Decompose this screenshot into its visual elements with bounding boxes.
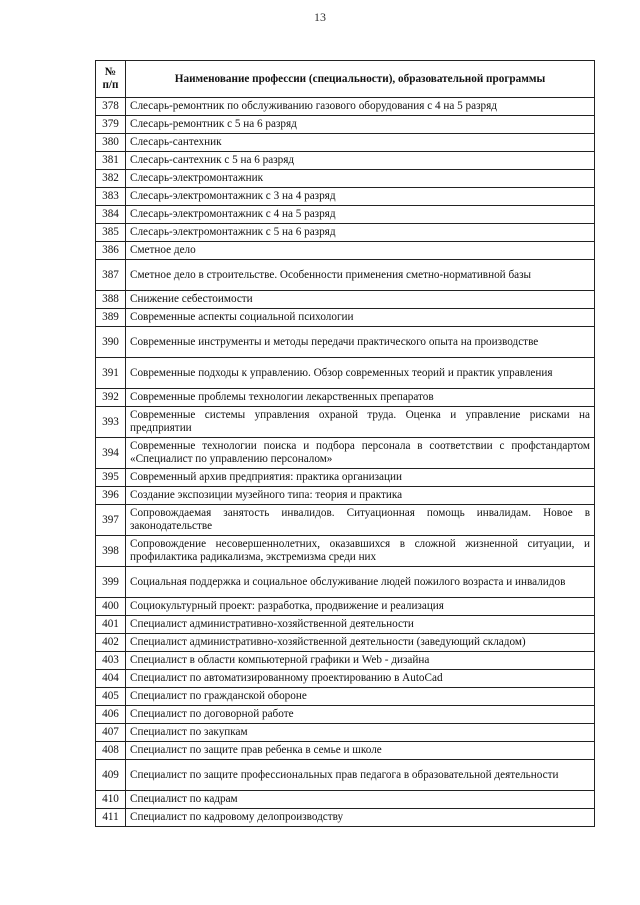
- row-name: Слесарь-электромонтажник с 4 на 5 разряд: [126, 206, 595, 224]
- row-number: 411: [96, 809, 126, 827]
- row-number: 389: [96, 309, 126, 327]
- table-row: [96, 188, 595, 206]
- table-row: [96, 327, 595, 358]
- table-row: [96, 116, 595, 134]
- row-number: 379: [96, 116, 126, 134]
- row-name: Слесарь-ремонтник с 5 на 6 разряд: [126, 116, 595, 134]
- row-number: 400: [96, 598, 126, 616]
- table-row: [96, 760, 595, 791]
- table-row: [96, 152, 595, 170]
- table-row: [96, 134, 595, 152]
- row-name: Современные системы управления охраной труда. Оценка и управление рисками на предприятии: [126, 407, 595, 438]
- row-name: Специалист по защите прав ребенка в семье и школе: [126, 742, 595, 760]
- row-name: Слесарь-сантехник с 5 на 6 разряд: [126, 152, 595, 170]
- row-number: 401: [96, 616, 126, 634]
- row-number: 380: [96, 134, 126, 152]
- header-number: № п/п: [96, 61, 126, 98]
- row-number: 399: [96, 567, 126, 598]
- row-number: 397: [96, 505, 126, 536]
- row-name: Специалист в области компьютерной графики и Web - дизайна: [126, 652, 595, 670]
- row-number: 402: [96, 634, 126, 652]
- table-row: [96, 688, 595, 706]
- row-number: 384: [96, 206, 126, 224]
- row-name: Сметное дело: [126, 242, 595, 260]
- table-row: [96, 242, 595, 260]
- table-row: [96, 170, 595, 188]
- table-row: [96, 469, 595, 487]
- row-name: Специалист по гражданской обороне: [126, 688, 595, 706]
- row-name: Слесарь-сантехник: [126, 134, 595, 152]
- row-number: 378: [96, 98, 126, 116]
- row-number: 388: [96, 291, 126, 309]
- table-header-row: [96, 61, 595, 98]
- row-number: 408: [96, 742, 126, 760]
- table-row: [96, 224, 595, 242]
- table-row: [96, 487, 595, 505]
- table-row: [96, 505, 595, 536]
- row-name: Сопровождение несовершеннолетних, оказавшихся в сложной жизненной ситуации, и профилактика радикализма, экстремизма среди них: [126, 536, 595, 567]
- table-row: [96, 616, 595, 634]
- row-number: 385: [96, 224, 126, 242]
- row-name: Современный архив предприятия: практика организации: [126, 469, 595, 487]
- table-row: [96, 206, 595, 224]
- table-row: [96, 598, 595, 616]
- row-name: Социальная поддержка и социальное обслуживание людей пожилого возраста и инвалидов: [126, 567, 595, 598]
- row-number: 404: [96, 670, 126, 688]
- table-row: [96, 358, 595, 389]
- table-row: [96, 536, 595, 567]
- table-row: [96, 260, 595, 291]
- row-number: 407: [96, 724, 126, 742]
- row-number: 395: [96, 469, 126, 487]
- row-name: Слесарь-ремонтник по обслуживанию газового оборудования с 4 на 5 разряд: [126, 98, 595, 116]
- table-row: [96, 809, 595, 827]
- row-number: 409: [96, 760, 126, 791]
- table-row: [96, 670, 595, 688]
- row-name: Специалист по кадровому делопроизводству: [126, 809, 595, 827]
- row-name: Сметное дело в строительстве. Особенности применения сметно-нормативной базы: [126, 260, 595, 291]
- row-name: Специалист по кадрам: [126, 791, 595, 809]
- table-row: [96, 438, 595, 469]
- row-name: Создание экспозиции музейного типа: теория и практика: [126, 487, 595, 505]
- row-name: Социокультурный проект: разработка, продвижение и реализация: [126, 598, 595, 616]
- program-table: [95, 60, 595, 827]
- table-row: [96, 407, 595, 438]
- row-name: Современные проблемы технологии лекарственных препаратов: [126, 389, 595, 407]
- row-number: 398: [96, 536, 126, 567]
- table-row: [96, 291, 595, 309]
- table-row: [96, 791, 595, 809]
- row-name: Сопровождаемая занятость инвалидов. Ситуационная помощь инвалидам. Новое в законодательстве: [126, 505, 595, 536]
- row-name: Современные инструменты и методы передачи практического опыта на производстве: [126, 327, 595, 358]
- row-number: 391: [96, 358, 126, 389]
- row-number: 410: [96, 791, 126, 809]
- row-number: 394: [96, 438, 126, 469]
- row-name: Современные технологии поиска и подбора персонала в соответствии с профстандартом «Специалист по управлению персоналом»: [126, 438, 595, 469]
- row-name: Слесарь-электромонтажник с 5 на 6 разряд: [126, 224, 595, 242]
- row-number: 403: [96, 652, 126, 670]
- row-name: Слесарь-электромонтажник с 3 на 4 разряд: [126, 188, 595, 206]
- table-row: [96, 389, 595, 407]
- row-number: 390: [96, 327, 126, 358]
- row-name: Специалист административно-хозяйственной деятельности: [126, 616, 595, 634]
- table-row: [96, 98, 595, 116]
- row-number: 396: [96, 487, 126, 505]
- row-number: 387: [96, 260, 126, 291]
- table-row: [96, 309, 595, 327]
- row-number: 386: [96, 242, 126, 260]
- row-name: Специалист по автоматизированному проектированию в AutoCad: [126, 670, 595, 688]
- row-name: Слесарь-электромонтажник: [126, 170, 595, 188]
- header-name: Наименование профессии (специальности), образовательной программы: [126, 61, 595, 98]
- row-number: 381: [96, 152, 126, 170]
- row-name: Современные подходы к управлению. Обзор современных теорий и практик управления: [126, 358, 595, 389]
- row-name: Снижение себестоимости: [126, 291, 595, 309]
- table-row: [96, 742, 595, 760]
- table-row: [96, 724, 595, 742]
- table-row: [96, 567, 595, 598]
- row-number: 382: [96, 170, 126, 188]
- table-row: [96, 652, 595, 670]
- row-name: Специалист по договорной работе: [126, 706, 595, 724]
- row-name: Специалист по защите профессиональных прав педагога в образовательной деятельности: [126, 760, 595, 791]
- row-number: 405: [96, 688, 126, 706]
- row-name: Специалист по закупкам: [126, 724, 595, 742]
- row-name: Специалист административно-хозяйственной деятельности (заведующий складом): [126, 634, 595, 652]
- row-number: 383: [96, 188, 126, 206]
- row-number: 393: [96, 407, 126, 438]
- row-number: 406: [96, 706, 126, 724]
- row-number: 392: [96, 389, 126, 407]
- table-row: [96, 706, 595, 724]
- page-number: 13: [314, 10, 326, 24]
- table-row: [96, 634, 595, 652]
- row-name: Современные аспекты социальной психологии: [126, 309, 595, 327]
